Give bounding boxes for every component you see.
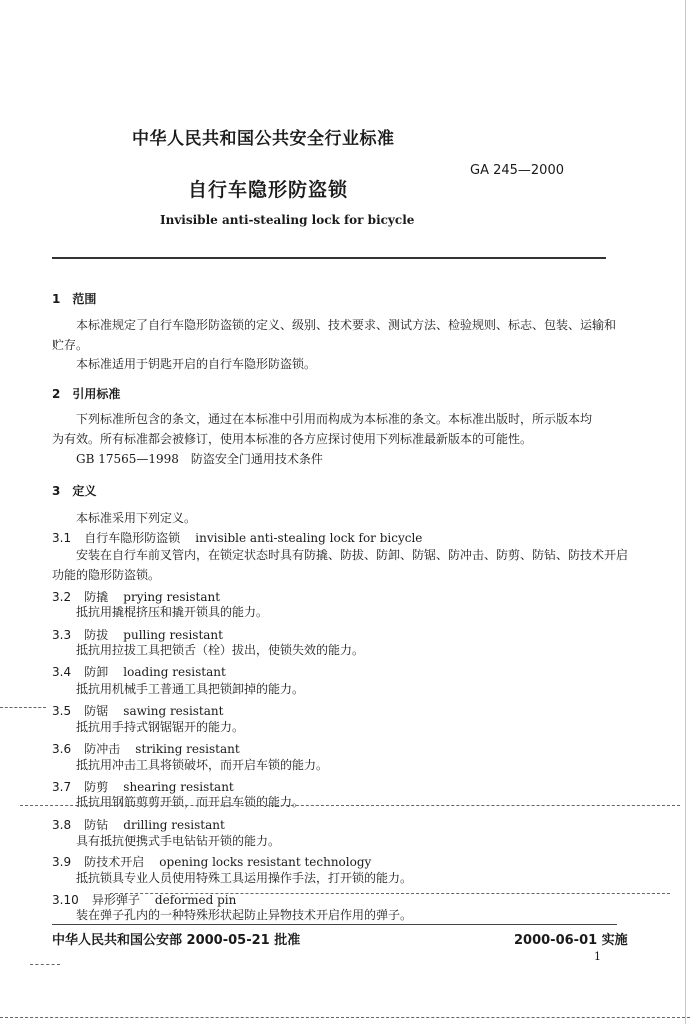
definition-term-en: loading resistant	[123, 665, 226, 679]
definition-term-cn: 自行车隐形防盗锁	[84, 531, 181, 545]
document-title-en: Invisible anti-stealing lock for bicycle	[160, 213, 415, 227]
definition-text: 具有抵抗便携式手电钻钻开锁的能力。	[76, 834, 281, 848]
definition-number: 3.4	[52, 665, 72, 679]
definition-term-en: pulling resistant	[123, 628, 223, 642]
definition-term-cn: 防拔	[84, 628, 109, 642]
paragraph: 本标准规定了自行车隐形防盗锁的定义、级别、技术要求、测试方法、检验规则、标志、包装、运输和	[76, 318, 617, 332]
paragraph: 本标准采用下列定义。	[76, 511, 197, 525]
definition-text: 抵抗用冲击工具将锁破坏，而开启车锁的能力。	[76, 758, 329, 772]
definition-text: 抵抗用撬棍挤压和撬开锁具的能力。	[76, 605, 269, 619]
section-1-heading	[52, 290, 96, 307]
definition-number: 3.8	[52, 818, 72, 832]
scan-artifact-line	[110, 893, 670, 894]
scan-artifact-line	[0, 1017, 690, 1018]
section-number: 1	[52, 292, 61, 306]
scan-artifact-line	[0, 707, 46, 708]
paragraph: 下列标准所包含的条文，通过在本标准中引用而构成为本标准的条文。本标准出版时，所示版本均	[76, 412, 593, 426]
standard-org-title: 中华人民共和国公共安全行业标准	[132, 129, 395, 149]
definition-text: 抵抗用机械手工普通工具把锁卸掉的能力。	[76, 682, 305, 696]
definition-term-en: opening locks resistant technology	[159, 855, 372, 869]
definition-heading	[52, 527, 422, 546]
section-title: 引用标准	[72, 387, 121, 401]
page-number: 1	[594, 950, 601, 963]
definition-heading	[52, 851, 371, 870]
definition-number: 3.2	[52, 590, 72, 604]
definition-term-cn: 防卸	[84, 665, 109, 679]
definition-heading	[52, 700, 223, 719]
definition-text: 抵抗用手持式钢锯锯开的能力。	[76, 720, 245, 734]
section-number: 3	[52, 484, 61, 498]
definition-number: 3.10	[52, 893, 79, 907]
definition-term-en: prying resistant	[123, 590, 221, 604]
header-divider	[52, 257, 606, 259]
definition-term-en: striking resistant	[135, 742, 240, 756]
definition-term-en: invisible anti-stealing lock for bicycle	[195, 531, 423, 545]
document-title-cn: 自行车隐形防盗锁	[188, 179, 349, 201]
definition-number: 3.5	[52, 704, 72, 718]
page-edge-line	[685, 0, 686, 1024]
definition-term-en: deformed pin	[154, 893, 237, 907]
definition-term-cn: 防技术开启	[84, 855, 145, 869]
implementation-date: 2000-06-01 实施	[514, 933, 628, 948]
definition-text: 装在弹子孔内的一种特殊形状起防止异物技术开启作用的弹子。	[76, 908, 413, 922]
definition-number: 3.7	[52, 780, 72, 794]
definition-number: 3.1	[52, 531, 72, 545]
definition-text: 安装在自行车前叉管内，在锁定状态时具有防撬、防拔、防卸、防锯、防冲击、防剪、防钻、防技术开启	[76, 548, 629, 562]
definition-term-cn: 防撬	[84, 590, 109, 604]
paragraph: 为有效。所有标准都会被修订，使用本标准的各方应探讨使用下列标准最新版本的可能性。	[52, 432, 533, 446]
standard-number: GA 245—2000	[470, 163, 564, 178]
approval-date: 中华人民共和国公安部 2000-05-21 批准	[52, 933, 301, 948]
section-title: 定义	[72, 484, 97, 498]
definition-term-cn: 防锯	[84, 704, 109, 718]
definition-term-cn: 防剪	[84, 780, 109, 794]
section-title: 范围	[72, 292, 97, 306]
definition-term-cn: 防冲击	[84, 742, 121, 756]
reference-standard: GB 17565—1998 防盗安全门通用技术条件	[76, 452, 323, 466]
definition-text: 功能的隐形防盗锁。	[52, 568, 161, 582]
definition-heading	[52, 814, 225, 833]
paragraph: 贮存。	[52, 338, 89, 352]
scan-artifact-line	[20, 805, 680, 806]
section-number: 2	[52, 387, 61, 401]
definition-term-en: drilling resistant	[123, 818, 225, 832]
paragraph: 本标准适用于钥匙开启的自行车隐形防盗锁。	[76, 357, 317, 371]
scan-artifact-line	[30, 964, 60, 965]
definition-number: 3.3	[52, 628, 72, 642]
definition-heading	[52, 661, 226, 680]
definition-term-cn: 异形弹子	[91, 893, 140, 907]
definition-term-cn: 防钻	[84, 818, 109, 832]
definition-number: 3.9	[52, 855, 72, 869]
definition-term-en: shearing resistant	[123, 780, 234, 794]
definition-heading	[52, 738, 240, 757]
definition-number: 3.6	[52, 742, 72, 756]
section-2-heading	[52, 385, 120, 402]
definition-text: 抵抗用拉拔工具把锁舌（栓）拔出，使锁失效的能力。	[76, 643, 365, 657]
definition-term-en: sawing resistant	[123, 704, 224, 718]
definition-text: 抵抗用钢筋剪剪开锁，而开启车锁的能力。	[76, 795, 305, 809]
section-3-heading	[52, 482, 96, 499]
footer-divider	[52, 924, 617, 925]
definition-text: 抵抗锁具专业人员使用特殊工具运用操作手法，打开锁的能力。	[76, 871, 413, 885]
